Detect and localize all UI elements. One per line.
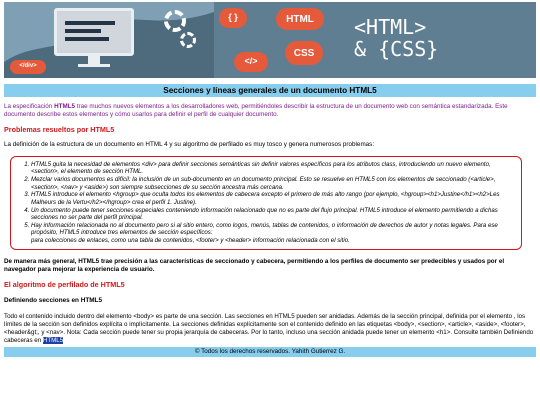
problems-paragraph: La definición de la estructura de un documento en HTML 4 y su algoritmo de perfilado es muy tosco y genera numerosos problemas: xyxy=(4,140,375,148)
list-item-continuation: para colecciones de enlaces, como una tabla de contenidos, <footer> y <header> información relacionada con el sitio. xyxy=(31,236,350,244)
curly-braces-badge: { } xyxy=(219,8,247,28)
intro-strong: HTML5 xyxy=(54,103,76,110)
list-item-text: Hay información relacionada no al documento pero si al sitio entero, como logos, menús, tablas de contenidos, o información de derechos de autor y notas legales. Para ese propósito, HTML5 introduce tres elementos de sección específicos: xyxy=(31,221,498,237)
closing-tag-badge: </> xyxy=(234,52,268,72)
div-tag-badge: </div> xyxy=(10,60,46,74)
section-heading-problems: Problemas resueltos por HTML5 xyxy=(4,125,115,135)
css-badge: CSS xyxy=(285,41,323,65)
summary-paragraph: De manera más general, HTML5 trae precisión a las características de seccionado y cabecera, permitiendo a los perfiles de documento ser predecibles y usados por el navegador para mejorar la experiencia de usuario. xyxy=(4,257,505,273)
list-item: 1. HTML5 quita la necesidad de elementos <div> para definir secciones semánticas sin definir valores específicos para los atributos class, introduciendo un nuevo elemento, <section>, el elemento de sección HTML. xyxy=(31,161,515,176)
section-heading-algorithm: El algoritmo de perfilado de HTML5 xyxy=(4,279,125,289)
problems-list xyxy=(27,161,515,245)
problems-list-box xyxy=(10,156,522,250)
html5-link[interactable]: HTML5 xyxy=(42,336,64,344)
list-item xyxy=(31,222,515,245)
footer: © Todos los derechos reservados. Yahith Gutierrez G. xyxy=(4,347,536,357)
intro-paragraph xyxy=(4,103,536,119)
list-item: 3. HTML5 introduce el elemento <hgroup> que oculta todos los elementos de cabecera excepto el primero de más alto rango (por ejemplo, <hgroup><h1>Justine</h1><h2>Les Malheurs de la Vertu</h2></hgroup> crea el perfil 1. Justine). xyxy=(31,191,515,206)
header-banner-image xyxy=(4,2,536,78)
intro-text-after: trae muchos nuevos elementos a los desarrolladores web, permitiéndoles describir la estructura de un documento web con semántica estandarizada. Este documento describe estos elementos y cómo usarlos para definir el perfil de cualquier documento. xyxy=(4,103,508,119)
html-badge: HTML xyxy=(276,8,324,30)
sections-text: Todo el contenido incluido dentro del elemento <body> es parte de una sección. Las secciones en HTML5 pueden ser anidadas. Además de la sección principal, definida por el elemento , los límites de la sección son definidos explícita o implícitamente. La secciones definidas explícitamente son el contenido definido en las etiquetas <body>, <section>, <article>, <aside>, <footer>, <header&gt;, y <nav>. Nota: Cada sección puede tener su propia jerarquía de cabeceras. Por lo tanto, incluso una sección anidada puede tener un elemento <h1>. Consulte también Definiendo cabeceras en xyxy=(4,312,534,344)
banner-line-2: & {CSS} xyxy=(354,37,439,61)
sections-paragraph xyxy=(4,313,536,345)
list-item: 2. Mezclar varios documentos es difícil: la inclusión de un sub-documento en un documento principal. Esto se resuelve en HTML5 con los elementos de seccionado (<article>, <section>, <nav> y <aside>) son siempre subsecciones de su sección ancestra más cercana. xyxy=(31,176,515,191)
subheading-defining-sections: Definiendo secciones en HTML5 xyxy=(4,297,103,305)
banner-title xyxy=(354,16,438,60)
gear-icon xyxy=(164,10,186,32)
intro-text-before: La especificación xyxy=(4,103,55,110)
page-title: Secciones y líneas generales de un documento HTML5 xyxy=(4,84,536,97)
gear-small-icon xyxy=(180,32,196,48)
monitor-icon xyxy=(54,8,134,68)
banner-line-1: <HTML> xyxy=(354,15,427,39)
list-item: 4. Un documento puede tener secciones especiales conteniendo información relacionado que no es parte del flujo principal. HTML5 introduce el elemento permitiendo a dichas secciones no ser parte del perfil principal. xyxy=(31,207,515,222)
page xyxy=(0,2,540,405)
